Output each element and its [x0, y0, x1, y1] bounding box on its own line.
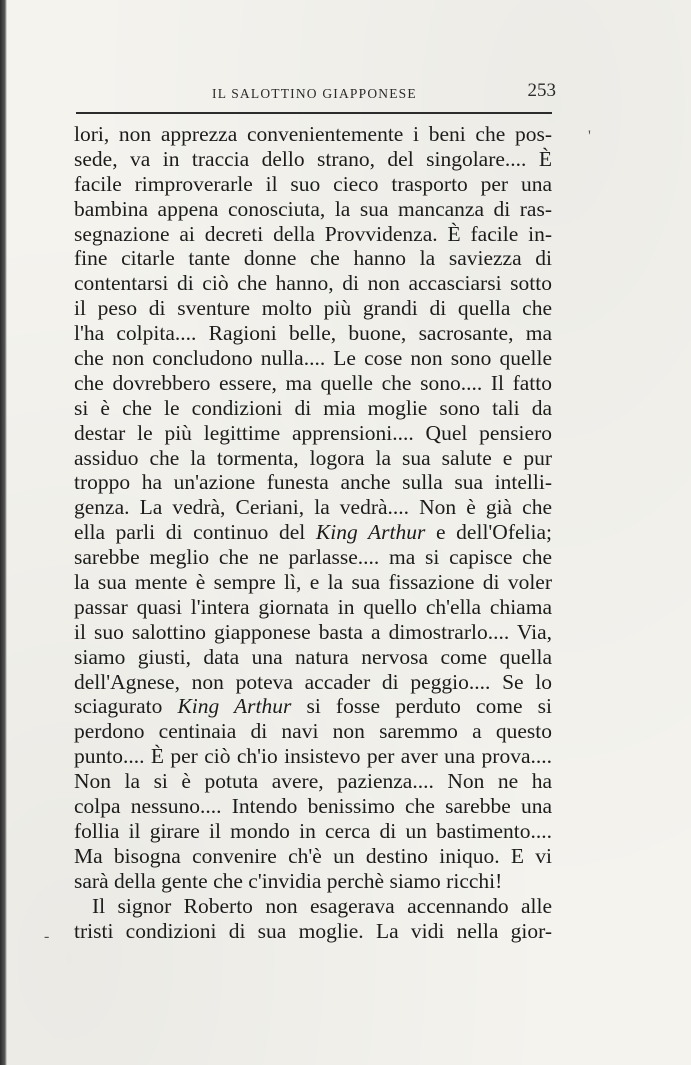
- text-line: Non la si è potuta avere, pazienza.... Non ne ha: [74, 769, 552, 794]
- text-line: follia il girare il mondo in cerca di un bastimento....: [74, 818, 552, 843]
- text-line: colpa nessuno.... Intendo benissimo che sarebbe una: [74, 794, 552, 819]
- margin-speck: ': [588, 128, 591, 145]
- text-line: passar quasi l'intera giornata in quello ch'ella chiama: [74, 594, 552, 619]
- running-title: IL SALOTTINO GIAPPONESE: [212, 86, 417, 101]
- body-text: [74, 122, 552, 943]
- text-line: che non concludono nulla.... Le cose non sono quelle: [74, 346, 552, 371]
- text-line-with-italic: [74, 694, 552, 719]
- text-line: il peso di sventure molto più grandi di quella che: [74, 296, 552, 321]
- paragraph-end-line: sarà della gente che c'invidia perchè siamo ricchi!: [74, 868, 503, 893]
- text-run: e dell'Ofelia;: [425, 520, 552, 545]
- page-header: [74, 80, 554, 104]
- text-line: dell'Agnese, non poteva accader di peggio.... Se lo: [74, 669, 552, 694]
- text-line: fine citarle tante donne che hanno la saviezza di: [74, 246, 552, 271]
- header-rule: [76, 112, 552, 114]
- text-line: troppo ha un'azione funesta anche sulla sua intelli-: [74, 470, 552, 495]
- text-line: tristi condizioni di sua moglie. La vidi nella gior-: [74, 918, 552, 943]
- text-line: sarebbe meglio che ne parlasse.... ma si capisce che: [74, 545, 552, 570]
- text-line: perdono centinaia di navi non saremmo a questo: [74, 719, 552, 744]
- page-number: 253: [527, 80, 556, 101]
- text-line: lori, non apprezza convenientemente i beni che pos-: [74, 122, 552, 146]
- text-line: il suo salottino giapponese basta a dimostrarlo.... Via,: [74, 619, 552, 644]
- text-line: punto.... È per ciò ch'io insistevo per aver una prova....: [74, 744, 552, 769]
- text-run: sciagurato: [74, 694, 178, 719]
- text-line: Ma bisogna convenire ch'è un destino iniquo. E vi: [74, 843, 552, 868]
- text-line: la sua mente è sempre lì, e la sua fissazione di voler: [74, 570, 552, 595]
- text-line: bambina appena conosciuta, la sua mancanza di ras-: [74, 196, 552, 221]
- text-line: segnazione ai decreti della Provvidenza. È facile in-: [74, 221, 552, 246]
- text-line-with-italic: [74, 520, 552, 545]
- ship-name-italic: King Arthur: [177, 694, 292, 719]
- text-line: facile rimproverarle il suo cieco trasporto per una: [74, 171, 552, 196]
- text-line: sede, va in traccia dello strano, del singolare.... È: [74, 146, 552, 171]
- text-line: assiduo che la tormenta, logora la sua salute e pur: [74, 445, 552, 470]
- text-line: contentarsi di ciò che hanno, di non accasciarsi sotto: [74, 271, 552, 296]
- text-run: ella parli di continuo del: [74, 520, 316, 545]
- text-line: l'ha colpita.... Ragioni belle, buone, sacrosante, ma: [74, 321, 552, 346]
- text-line: destar le più legittime apprensioni.... Quel pensiero: [74, 420, 552, 445]
- margin-speck: -: [44, 928, 50, 945]
- page-binding-edge: [0, 0, 7, 1065]
- text-line: si è che le condizioni di mia moglie sono tali da: [74, 395, 552, 420]
- text-line: che dovrebbero essere, ma quelle che sono.... Il fatto: [74, 370, 552, 395]
- text-run: si fosse perduto come si: [291, 694, 552, 719]
- text-line: siamo giusti, data una natura nervosa come quella: [74, 644, 552, 669]
- text-line: genza. La vedrà, Ceriani, la vedrà.... Non è già che: [74, 495, 552, 520]
- paragraph-start-line: Il signor Roberto non esagerava accennando alle: [92, 893, 552, 918]
- ship-name-italic: King Arthur: [315, 520, 426, 545]
